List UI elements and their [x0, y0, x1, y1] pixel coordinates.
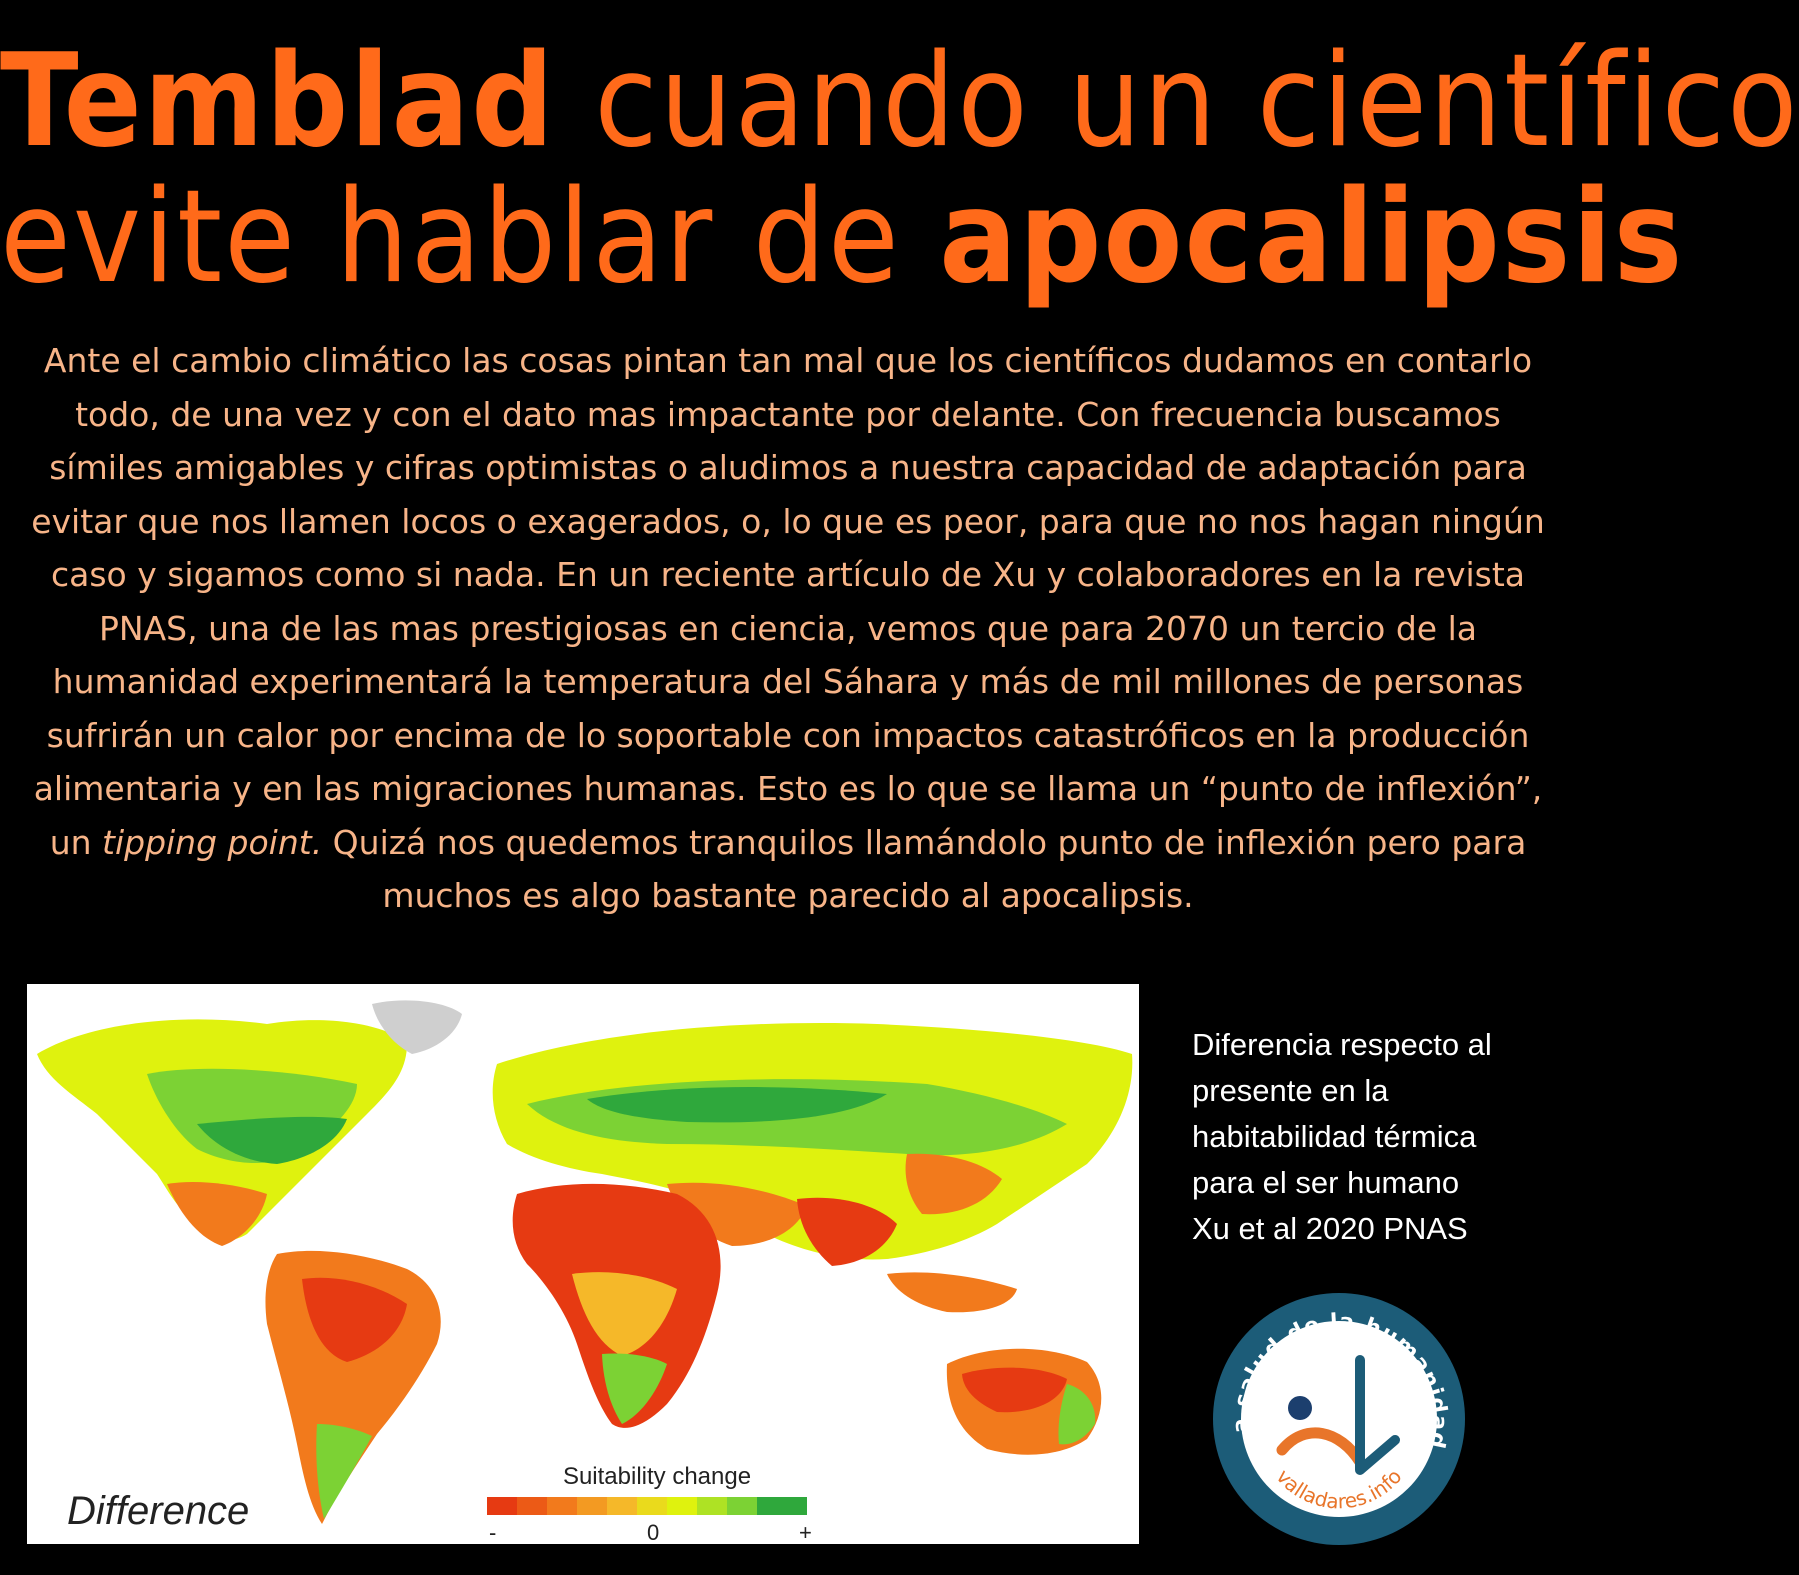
- world-map-svg: [27, 984, 1139, 1544]
- legend-max-label: +: [799, 1520, 812, 1545]
- map-difference-label: Difference: [67, 1489, 250, 1533]
- headline-bold-word-2: apocalipsis: [939, 163, 1685, 312]
- legend-title: Suitability change: [562, 1463, 752, 1490]
- body-text-end: Quizá nos quedemos tranquilos llamándolo punto de inflexión pero para muchos es algo bastante parecido al apocalipsis.: [322, 822, 1527, 915]
- body-paragraph: [18, 334, 1558, 923]
- map-caption: [1192, 1022, 1552, 1252]
- legend-mid-label: 0: [647, 1520, 660, 1545]
- headline-bold-word-1: Temblad: [0, 27, 556, 176]
- world-map-figure: [27, 984, 1139, 1544]
- southeast-asia-islands: [887, 1272, 1017, 1312]
- logo-salud-humanidad: [1210, 1290, 1468, 1548]
- body-text-main: Ante el cambio climático las cosas pintan tan mal que los científicos dudamos en contarlo todo, de una vez y con el dato mas impactante por delante. Con frecuencia buscamos símiles amigables y cifras optimistas o aludimos a nuestra capacidad de adaptación para evitar que nos llamen locos o exagerados, o, lo que es peor, para que no nos hagan ningún caso y sigamos como si nada. En un reciente artículo de Xu y colaboradores en la revista PNAS, una de las mas prestigiosas en ciencia, vemos que para 2070 un tercio de la humanidad experimentará la temperatura del Sáhara y más de mil millones de personas sufrirán un calor por encima de lo soportable con impactos catastróficos en la producción alimentaria y en las migraciones humanas. Esto es lo que se llama un “punto de inflexión”, un: [31, 341, 1545, 862]
- caption-line: Diferencia respecto al: [1192, 1027, 1492, 1062]
- legend-color-scale: [487, 1497, 807, 1515]
- caption-line: habitabilidad térmica: [1192, 1119, 1477, 1154]
- logo-bottom-text: valladares.info: [1271, 1464, 1407, 1514]
- legend-min-label: -: [489, 1520, 497, 1545]
- caption-line: para el ser humano: [1192, 1165, 1460, 1200]
- headline-text-2: evite hablar de: [0, 163, 940, 312]
- headline-text-1: cuando un científico: [555, 27, 1799, 176]
- logo-arc-text: a salud de la humanidad: [1228, 1309, 1452, 1452]
- north-america-south-orange: [167, 1182, 267, 1246]
- body-text-italic: tipping point.: [102, 822, 323, 862]
- south-america-south-green: [316, 1424, 372, 1519]
- headline-line-2: [0, 163, 1685, 312]
- caption-line: presente en la: [1192, 1073, 1389, 1108]
- logo-svg: [1210, 1290, 1468, 1548]
- headline-line-1: [0, 27, 1799, 176]
- caption-line: Xu et al 2020 PNAS: [1192, 1211, 1468, 1246]
